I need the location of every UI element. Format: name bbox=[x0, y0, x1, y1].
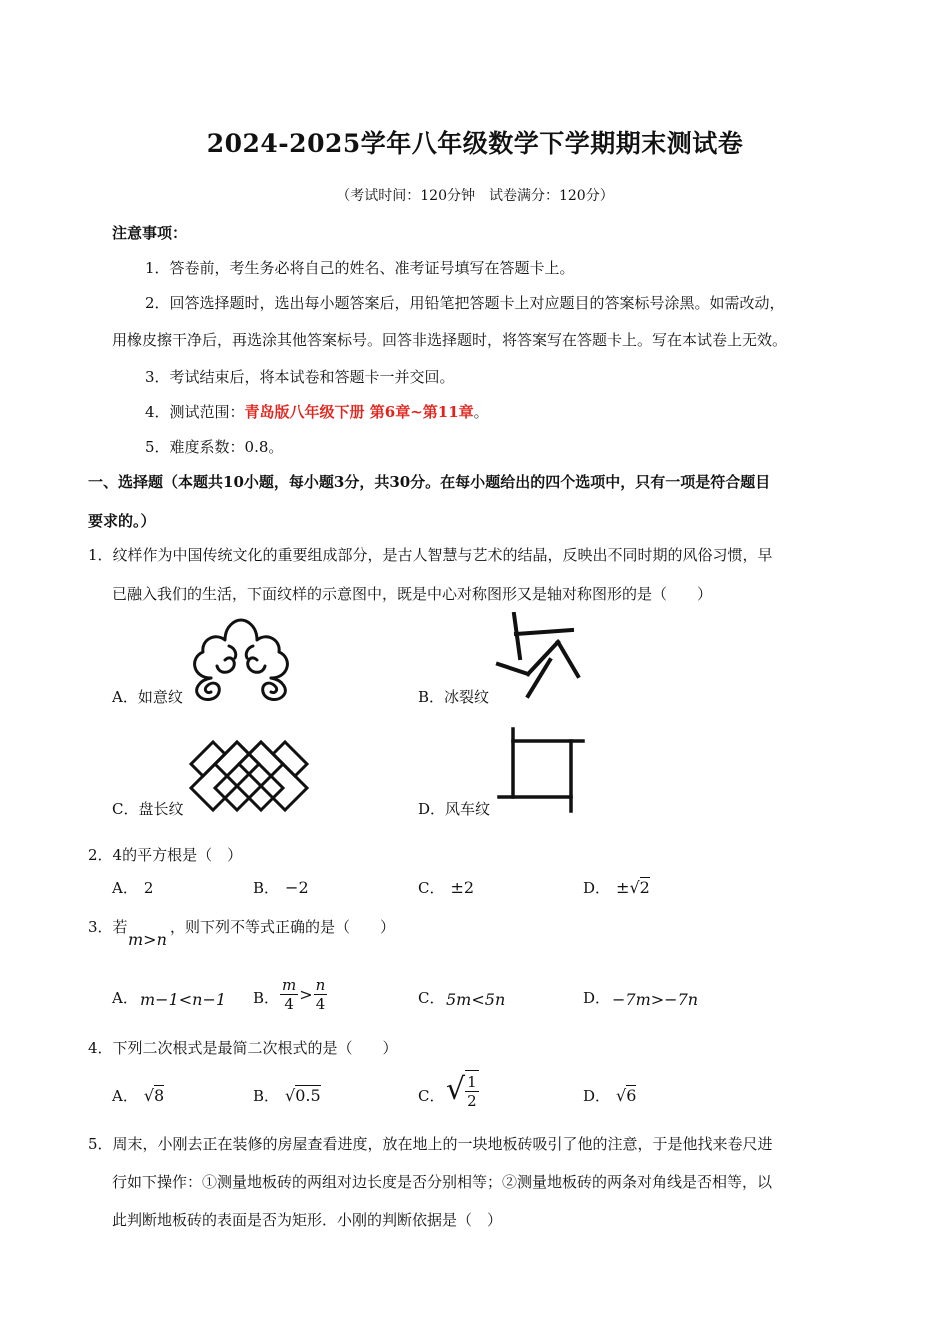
q4-option-a-radicand: 8 bbox=[154, 1086, 165, 1105]
q2-option-a bbox=[112, 877, 153, 898]
q3-option-a-label: A． bbox=[112, 989, 138, 1007]
q3-option-d-value: −7m>−7n bbox=[612, 990, 699, 1009]
greater-than-sign: > bbox=[299, 985, 313, 1004]
q4-option-a-label: A． bbox=[112, 1087, 138, 1105]
q4-option-c-value bbox=[446, 1070, 479, 1110]
q2-option-d-radicand: 2 bbox=[639, 878, 650, 897]
q2-option-b-label: B． bbox=[253, 879, 280, 897]
panchang-pattern-figure bbox=[189, 740, 310, 813]
q2-option-b-value: −2 bbox=[285, 878, 309, 897]
note-item-5: 5．难度系数：0.8。 bbox=[145, 438, 284, 456]
note-item-3: 3．考试结束后，将本试卷和答题卡一并交回。 bbox=[145, 368, 455, 386]
q4-option-b-radicand: 0.5 bbox=[295, 1086, 321, 1105]
exam-info: （考试时间：120分钟 试卷满分：120分） bbox=[336, 188, 614, 204]
q3-option-b-value bbox=[280, 976, 327, 1013]
q4-option-d bbox=[583, 1085, 636, 1106]
windmill-pattern-figure bbox=[497, 727, 587, 813]
q2-option-d-sign: ± bbox=[616, 878, 630, 897]
q3-stem-suffix: ，则下列不等式正确的是（ ） bbox=[170, 918, 396, 936]
q3-stem-prefix: 3．若 bbox=[88, 918, 128, 936]
q2-option-b bbox=[253, 877, 309, 898]
sqrt-icon: √ bbox=[143, 1086, 155, 1105]
section-heading-line1: 一、选择题（本题共10小题，每小题3分，共30分。在每小题给出的四个选项中，只有一项是符合题目 bbox=[88, 473, 771, 491]
q4-option-a bbox=[112, 1085, 164, 1106]
q3-option-d-label: D． bbox=[583, 989, 611, 1007]
note-item-2-line2: 用橡皮擦干净后，再选涂其他答案标号。回答非选择题时，将答案写在答题卡上。写在本试卷上无效。 bbox=[112, 331, 788, 349]
fraction-one-half: $\frac{1}{2}$ bbox=[465, 1070, 479, 1110]
note-item-4-prefix: 4．测试范围： bbox=[145, 403, 245, 421]
q3-option-a-value: m−1<n−1 bbox=[140, 990, 227, 1009]
q2-option-c-label: C． bbox=[418, 879, 445, 897]
sqrt-icon: √ bbox=[616, 1086, 627, 1105]
fraction-n-over-4: $\frac{n}{4}$ bbox=[315, 976, 326, 1013]
sqrt-icon: √ bbox=[629, 878, 640, 897]
section-heading-line2: 要求的。） bbox=[88, 512, 156, 530]
q4-option-b-label: B． bbox=[253, 1087, 280, 1105]
q1-option-a: A．如意纹 bbox=[112, 688, 183, 706]
q4-stem: 4．下列二次根式是最简二次根式的是（ ） bbox=[88, 1039, 398, 1057]
q2-option-d-label: D． bbox=[583, 879, 611, 897]
test-range: 青岛版八年级下册 第6章~第11章 bbox=[244, 403, 474, 421]
note-item-4-suffix: 。 bbox=[473, 403, 489, 421]
note-item-2-line1: 2．回答选择题时，选出每小题答案后，用铅笔把答题卡上对应题目的答案标号涂黑。如需改动， bbox=[145, 294, 785, 312]
q3-option-b-label: B． bbox=[253, 989, 280, 1007]
q4-option-b bbox=[253, 1085, 321, 1106]
q3-option-c-value: 5m<5n bbox=[446, 990, 506, 1009]
q1-stem-line1: 1．纹样作为中国传统文化的重要组成部分，是古人智慧与艺术的结晶，反映出不同时期的风俗习惯，早 bbox=[88, 546, 773, 564]
q2-option-c bbox=[418, 877, 474, 898]
page-title: 2024-2025学年八年级数学下学期期末测试卷 bbox=[206, 129, 744, 158]
ice-crack-pattern-figure bbox=[494, 612, 586, 700]
q5-stem-line2: 行如下操作：①测量地板砖的两组对边长度是否分别相等；②测量地板砖的两条对角线是否相等，以 bbox=[112, 1173, 773, 1191]
q3-condition: m>n bbox=[128, 930, 167, 949]
note-item-1: 1．答卷前，考生务必将自己的姓名、准考证号填写在答题卡上。 bbox=[145, 259, 575, 277]
q2-option-c-value: ±2 bbox=[450, 878, 475, 897]
note-item-4 bbox=[145, 401, 489, 422]
notes-heading: 注意事项： bbox=[112, 224, 188, 242]
sqrt-icon: √ bbox=[446, 1072, 466, 1107]
fraction-m-over-4: $\frac{m}{4}$ bbox=[282, 976, 297, 1013]
q5-stem-line1: 5．周末，小刚去正在装修的房屋查看进度，放在地上的一块地板砖吸引了他的注意，于是他找来卷尺进 bbox=[88, 1135, 773, 1153]
q2-stem: 2．4的平方根是（ ） bbox=[88, 846, 243, 864]
q1-option-c: C．盘长纹 bbox=[112, 800, 184, 818]
q4-option-c-label: C． bbox=[418, 1087, 445, 1105]
ruyi-pattern-figure bbox=[185, 618, 297, 702]
q3-option-c-label: C． bbox=[418, 989, 445, 1007]
q4-option-d-radicand: 6 bbox=[626, 1086, 637, 1105]
q2-option-a-value: 2 bbox=[143, 879, 154, 897]
q2-option-d bbox=[583, 877, 650, 898]
q4-option-d-label: D． bbox=[583, 1087, 611, 1105]
q2-option-a-label: A． bbox=[112, 879, 138, 897]
q1-stem-line2: 已融入我们的生活，下面纹样的示意图中，既是中心对称图形又是轴对称图形的是（ ） bbox=[112, 585, 713, 603]
q5-stem-line3: 此判断地板砖的表面是否为矩形．小刚的判断依据是（ ） bbox=[112, 1211, 503, 1229]
sqrt-icon: √ bbox=[285, 1086, 296, 1105]
q1-option-b: B．冰裂纹 bbox=[418, 688, 490, 706]
q1-option-d: D．风车纹 bbox=[418, 800, 491, 818]
